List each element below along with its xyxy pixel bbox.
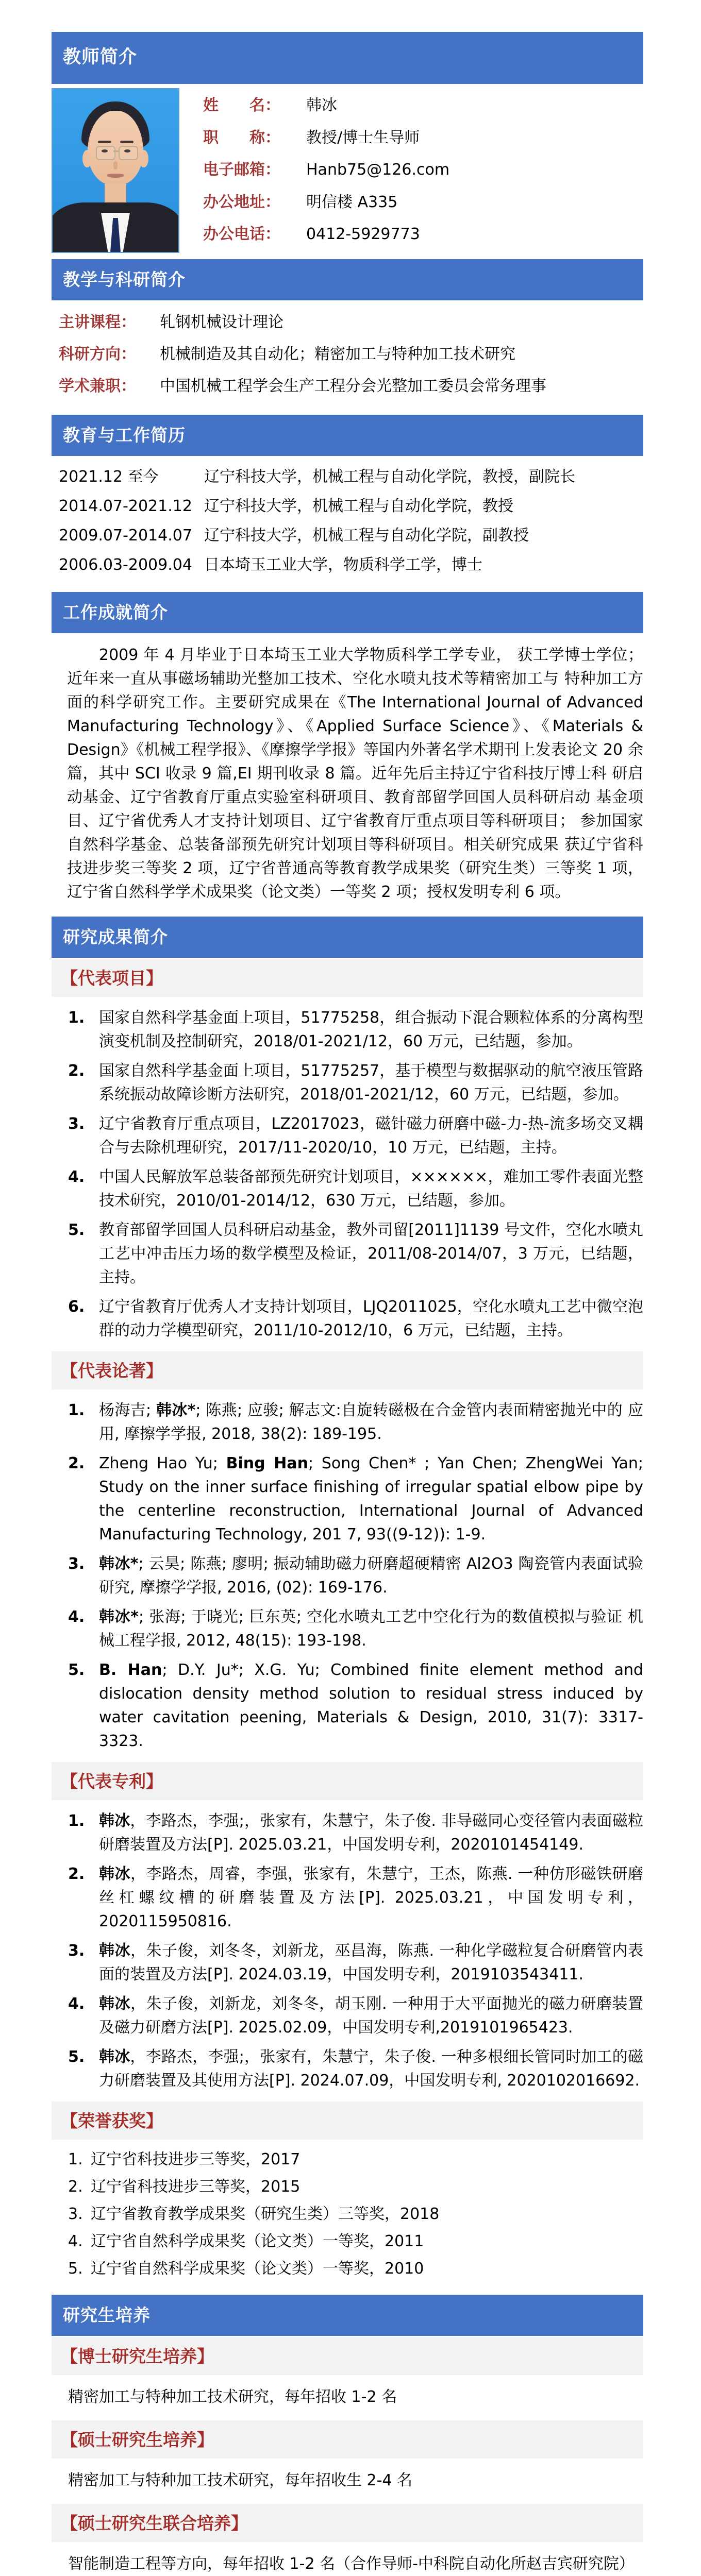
publication-list	[52, 1389, 643, 1761]
project-item	[68, 1295, 643, 1343]
joint-recruit-text: 智能制造工程等方向，每年招收 1-2 名（合作导师-中科院自动化所赵吉宾研究院）	[68, 2555, 635, 2573]
section-title: 教育与工作简历	[63, 425, 186, 445]
patent-bold-author: 韩冰	[99, 1995, 130, 2013]
career-period: 2014.07-2021.12	[59, 497, 192, 515]
item-number: 1.	[68, 2150, 83, 2168]
publication-rest: ; 陈燕; 应骏; 解志文:自旋转磁极在合金管内表面精密抛光中的 应用, 摩擦学学报, 2018, 38(2): 189-195.	[99, 1401, 643, 1443]
patent-text	[99, 1862, 643, 1934]
subsection-title: 【硕士研究生培养】	[61, 2430, 214, 2450]
publication-lead: 杨海吉;	[99, 1401, 156, 1419]
item-number: 1.	[68, 1009, 85, 1027]
award-item	[68, 2202, 643, 2226]
patent-item	[68, 1992, 643, 2040]
publication-item	[68, 1399, 643, 1446]
section-title: 工作成就简介	[63, 602, 168, 622]
item-number: 1.	[68, 1812, 85, 1830]
profile-field-row	[203, 95, 643, 116]
field-value: 机械制造及其自动化；精密加工与特种加工技术研究	[160, 345, 515, 363]
publication-lead: Zheng Hao Yu;	[99, 1454, 226, 1472]
publication-text	[99, 1658, 643, 1753]
award-item	[68, 2175, 643, 2199]
subsection-title: 【硕士研究生联合培养】	[61, 2513, 248, 2533]
item-number: 2.	[68, 1454, 85, 1472]
project-text: 教育部留学回国人员科研启动基金，教外司留[2011]1139 号文件，空化水喷丸工艺中冲击压力场的数学模型及检证，2011/08-2014/07，3 万元，已结题，主持。	[99, 1221, 643, 1286]
item-number: 2.	[68, 1865, 85, 1883]
project-list	[52, 997, 643, 1350]
field-value: 明信楼 A335	[306, 193, 398, 211]
publication-rest: ; 张海; 于晓光; 巨东英; 空化水喷丸工艺中空化行为的数值模拟与验证 机械工程学报, 2012, 48(15): 193-198.	[99, 1608, 643, 1650]
patent-rest: ，朱子俊，刘新龙，刘冬冬，胡玉刚. 一种用于大平面抛光的磁力研磨装置及磁力研磨方法[P]. 2025.02.09，中国发明专利,2019101965423.	[99, 1995, 643, 2037]
photo-glasses-lens	[119, 146, 138, 160]
career-row	[59, 496, 643, 517]
patent-rest: ，李路杰，李强;，张家有，朱慧宁，朱子俊. 一种多根细长管同时加工的磁力研磨装置及其使用方法[P]. 2024.07.09，中国发明专利, 2020102016692.	[99, 2048, 643, 2090]
teaching-field-row	[59, 344, 643, 365]
career-detail: 辽宁科技大学，机械工程与自动化学院，教授	[204, 497, 513, 515]
publication-item	[68, 1452, 643, 1547]
award-text: 辽宁省教育教学成果奖（研究生类）三等奖，2018	[91, 2205, 440, 2223]
profile-section	[52, 88, 643, 253]
career-period: 2006.03-2009.04	[59, 556, 192, 574]
subsection-band-patents	[52, 1762, 643, 1800]
project-item	[68, 1006, 643, 1054]
patent-rest: ，李路杰，李强;，张家有，朱慧宁，朱子俊. 非导磁同心变径管内表面磁粒研磨装置及方法[P]. 2025.03.21，中国发明专利，2020101454149.	[99, 1812, 643, 1854]
field-value: 韩冰	[306, 96, 337, 114]
item-number: 4.	[68, 2232, 83, 2250]
award-text: 辽宁省自然科学成果奖（论文类）一等奖，2011	[91, 2232, 424, 2250]
patent-item	[68, 2045, 643, 2093]
publication-bold-author: 韩冰*	[99, 1608, 139, 1626]
patent-list	[52, 1800, 643, 2100]
career-rows	[52, 456, 643, 586]
item-number: 4.	[68, 1608, 85, 1626]
patent-rest: ，李路杰，周睿，李强，张家有，朱慧宁，王杰，陈燕. 一种仿形磁铁研磨丝杠螺纹槽的研磨装置及方法[P]. 2025.03.21，中国发明专利，2020115950816.	[99, 1865, 643, 1930]
career-detail: 辽宁科技大学，机械工程与自动化学院，副教授	[204, 527, 529, 545]
item-number: 2.	[68, 1062, 85, 1080]
section-title: 研究成果简介	[63, 927, 168, 947]
item-number: 3.	[68, 1115, 85, 1133]
project-item	[68, 1165, 643, 1213]
section-title: 研究生培养	[63, 2305, 151, 2325]
section-header-career	[52, 415, 643, 456]
profile-field-row	[203, 128, 643, 148]
award-item	[68, 2148, 643, 2172]
section-title: 教师简介	[63, 47, 138, 67]
patent-text	[99, 2045, 643, 2093]
item-number: 5.	[68, 2260, 83, 2278]
achievement-paragraph: 2009 年 4 月毕业于日本埼玉工业大学物质科学工学专业， 获工学博士学位；近年来一直从事磁场辅助光整加工技术、空化水喷丸技术等精密加工与 特种加工方面的科学研究工作。主要研究成果在《The International Journal of Advanced Manufacturing Technology》、《Applied Surface Science》、《Materials & Design》《机械工程学报》、《摩擦学学报》等国内外著名学术期刊上发表论文 20 余篇，其中 SCI 收录 9 篇,EI 期刊收录 8 篇。近年先后主持辽宁省科技厅博士科 研启动基金、辽宁省教育厅重点实验室科研项目、教育部留学回国人员科研启动 基金项目、辽宁省优秀人才支持计划项目、辽宁省教育厅重点项目等科研项目； 参加国家自然科学基金、总装备部预先研究计划项目等科研项目。相关研究成果 获辽宁省科技进步奖三等奖 2 项，辽宁省普通高等教育教学成果奖（研究生类）三等奖 1 项，辽宁省自然科学学术成果奖（论文类）一等奖 2 项；授权发明专利 6 项。	[67, 646, 643, 901]
publication-text	[99, 1605, 643, 1653]
publication-rest: ; Song Chen* ; Yan Chen; ZhengWei Yan; Study on the inner surface finishing of irregular spatial elbow pipe by the centerline reconstruction, International Journal of Advanced Manufacturing Technology, 201 7, 93((9-12)): 1-9.	[99, 1454, 643, 1544]
photo-eyebrow	[98, 141, 111, 143]
publication-text	[99, 1452, 643, 1547]
project-item	[68, 1112, 643, 1160]
career-detail: 辽宁科技大学，机械工程与自动化学院，教授，副院长	[204, 468, 575, 486]
field-label: 电子邮箱：	[203, 161, 280, 179]
field-label: 主讲课程：	[59, 313, 136, 331]
subsection-title: 【代表论著】	[61, 1361, 163, 1381]
teaching-field-row	[59, 376, 643, 397]
publication-bold-author: 韩冰*	[99, 1555, 139, 1573]
photo-nose	[113, 161, 118, 170]
patent-item	[68, 1939, 643, 1987]
profile-field-row	[203, 224, 643, 245]
master-recruit-text: 精密加工与特种加工技术研究，每年招收生 2-4 名	[68, 2471, 413, 2489]
section-header-graduate	[52, 2295, 643, 2336]
publication-rest: ; 云昊; 陈燕; 廖明; 振动辅助磁力研磨超硬精密 Al2O3 陶瓷管内表面试验 研究, 摩擦学学报, 2016, (02): 169-176.	[99, 1555, 643, 1597]
field-label: 姓 名：	[203, 96, 280, 114]
publication-item	[68, 1658, 643, 1753]
patent-bold-author: 韩冰	[99, 1942, 130, 1960]
joint-recruit-lines	[52, 2552, 643, 2576]
field-value: 教授/博士生导师	[306, 128, 420, 147]
field-label: 科研方向：	[59, 345, 136, 363]
item-number: 3.	[68, 1942, 85, 1960]
publication-item	[68, 1552, 643, 1600]
career-period: 2021.12 至今	[59, 468, 159, 486]
project-text: 辽宁省教育厅重点项目，LZ2017023，磁针磁力研磨中磁-力-热-流多场交叉耦合与去除机理研究，2017/11-2020/10，10 万元，已结题，主持。	[99, 1115, 643, 1157]
publication-text	[99, 1399, 643, 1446]
project-text: 国家自然科学基金面上项目，51775258，组合振动下混合颗粒体系的分离构型演变机制及控制研究，2018/01-2021/12，60 万元，已结题，参加。	[99, 1009, 643, 1050]
section-header-teacher-intro	[52, 32, 643, 84]
subsection-title: 【代表专利】	[61, 1771, 163, 1791]
publication-rest: ; D.Y. Ju*; X.G. Yu; Combined finite element method and dislocation density method solution to residual stress induced by water cavitation peening, Materials & Design, 2010, 31(7): 3317-3323.	[99, 1661, 644, 1750]
patent-text	[99, 1939, 643, 1987]
patent-text	[99, 1992, 643, 2040]
project-item	[68, 1218, 643, 1290]
item-number: 5.	[68, 1221, 85, 1239]
profile-photo	[52, 88, 179, 253]
patent-bold-author: 韩冰	[99, 1812, 130, 1830]
publication-text	[99, 1552, 643, 1600]
publication-bold-author: B. Han	[99, 1661, 162, 1679]
patent-item	[68, 1862, 643, 1934]
patent-item	[68, 1809, 643, 1857]
photo-glasses-lens	[96, 146, 115, 160]
subsection-title: 【博士研究生培养】	[61, 2346, 214, 2366]
award-text: 辽宁省科技进步三等奖，2015	[91, 2178, 301, 2196]
subsection-title: 【荣誉获奖】	[61, 2111, 163, 2131]
photo-mouth	[107, 174, 124, 178]
publication-item	[68, 1605, 643, 1653]
subsection-band-joint	[52, 2504, 643, 2542]
profile-field-row	[203, 192, 643, 213]
career-detail: 日本埼玉工业大学，物质科学工学，博士	[204, 556, 482, 574]
section-header-achievement	[52, 592, 643, 633]
section-title: 教学与科研简介	[63, 269, 186, 290]
photo-glasses-bridge	[113, 150, 119, 152]
career-period: 2009.07-2014.07	[59, 527, 192, 545]
item-number: 6.	[68, 1298, 85, 1316]
profile-fields	[203, 88, 643, 253]
field-label: 办公电话：	[203, 225, 280, 243]
subsection-band-publications	[52, 1351, 643, 1389]
patent-rest: ，朱子俊，刘冬冬，刘新龙，巫昌海，陈燕. 一种化学磁粒复合研磨管内表面的装置及方法[P]. 2024.03.19，中国发明专利，2019103543411.	[99, 1942, 643, 1984]
patent-text	[99, 1809, 643, 1857]
award-text: 辽宁省自然科学成果奖（论文类）一等奖，2010	[91, 2260, 424, 2278]
field-value: 0412-5929773	[306, 225, 420, 243]
publication-bold-author: Bing Han	[226, 1454, 308, 1472]
field-label: 职 称：	[203, 128, 280, 147]
award-text: 辽宁省科技进步三等奖，2017	[91, 2150, 301, 2168]
item-number: 4.	[68, 1995, 85, 2013]
field-value: 轧钢机械设计理论	[160, 313, 283, 331]
profile-field-row	[203, 160, 643, 180]
item-number: 1.	[68, 1401, 85, 1419]
item-number: 2.	[68, 2178, 83, 2196]
photo-eyebrow	[120, 141, 133, 143]
career-row	[59, 466, 643, 488]
field-value: Hanb75@126.com	[306, 161, 450, 179]
item-number: 4.	[68, 1168, 85, 1186]
subsection-band-awards	[52, 2102, 643, 2140]
field-value: 中国机械工程学会生产工程分会光整加工委员会常务理事	[160, 377, 546, 395]
item-number: 3.	[68, 2205, 83, 2223]
item-number: 5.	[68, 1661, 85, 1679]
teaching-fields	[52, 300, 643, 409]
phd-recruit-text: 精密加工与特种加工技术研究，每年招收 1-2 名	[68, 2388, 397, 2406]
patent-bold-author: 韩冰	[99, 2048, 130, 2066]
subsection-band-projects	[52, 959, 643, 997]
subsection-band-master	[52, 2420, 643, 2459]
project-item	[68, 1059, 643, 1107]
publication-bold-author: 韩冰*	[156, 1401, 196, 1419]
section-header-research	[52, 917, 643, 958]
award-item	[68, 2257, 643, 2281]
item-number: 3.	[68, 1555, 85, 1573]
field-label: 学术兼职：	[59, 377, 136, 395]
item-number: 5.	[68, 2048, 85, 2066]
section-header-teaching-research	[52, 259, 643, 300]
award-list	[52, 2140, 643, 2289]
award-item	[68, 2230, 643, 2253]
patent-bold-author: 韩冰	[99, 1865, 130, 1883]
project-text: 中国人民解放军总装备部预先研究计划项目，××××××，难加工零件表面光整技术研究，2010/01-2014/12，630 万元，已结题，参加。	[99, 1168, 643, 1210]
career-row	[59, 554, 643, 576]
career-row	[59, 525, 643, 547]
project-text: 国家自然科学基金面上项目，51775257，基于模型与数据驱动的航空液压管路系统振动故障诊断方法研究，2018/01-2021/12，60 万元，已结题，参加。	[99, 1062, 643, 1104]
subsection-title: 【代表项目】	[61, 968, 163, 988]
subsection-band-phd	[52, 2337, 643, 2375]
project-text: 辽宁省教育厅优秀人才支持计划项目，LJQ2011025，空化水喷丸工艺中微空泡群的动力学模型研究，2011/10-2012/10，6 万元，已结题，主持。	[99, 1298, 643, 1340]
field-label: 办公地址：	[203, 193, 280, 211]
teaching-field-row	[59, 312, 643, 333]
